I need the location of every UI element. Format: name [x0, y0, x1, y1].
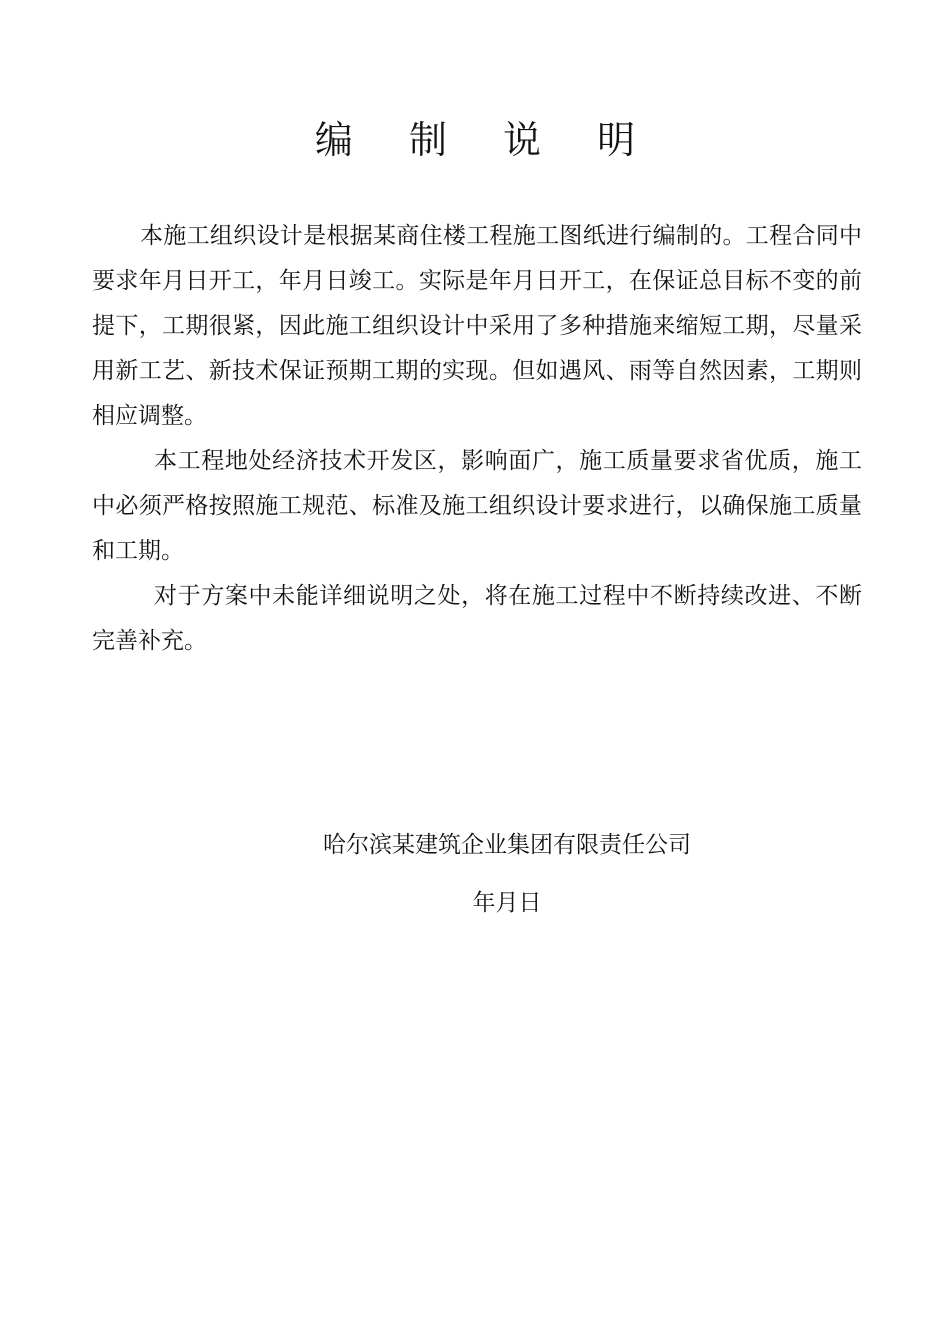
document-body	[92, 214, 862, 664]
paragraph-schedule: 本施工组织设计是根据某商住楼工程施工图纸进行编制的。工程合同中要求年月日开工，年月日竣工。实际是年月日开工，在保证总目标不变的前提下，工期很紧，因此施工组织设计中采用了多种措施来缩短工期，尽量采用新工艺、新技术保证预期工期的实现。但如遇风、雨等自然因素，工期则相应调整。	[92, 223, 862, 429]
paragraph-quality: 本工程地处经济技术开发区，影响面广，施工质量要求省优质，施工中必须严格按照施工规范、标准及施工组织设计要求进行，以确保施工质量和工期。	[92, 448, 862, 564]
signature-date: 年月日	[472, 890, 542, 916]
document-title: 编 制 说 明	[314, 118, 658, 162]
signature-company: 哈尔滨某建筑企业集团有限责任公司	[323, 832, 691, 858]
paragraph-improvement: 对于方案中未能详细说明之处，将在施工过程中不断持续改进、不断完善补充。	[92, 583, 862, 654]
